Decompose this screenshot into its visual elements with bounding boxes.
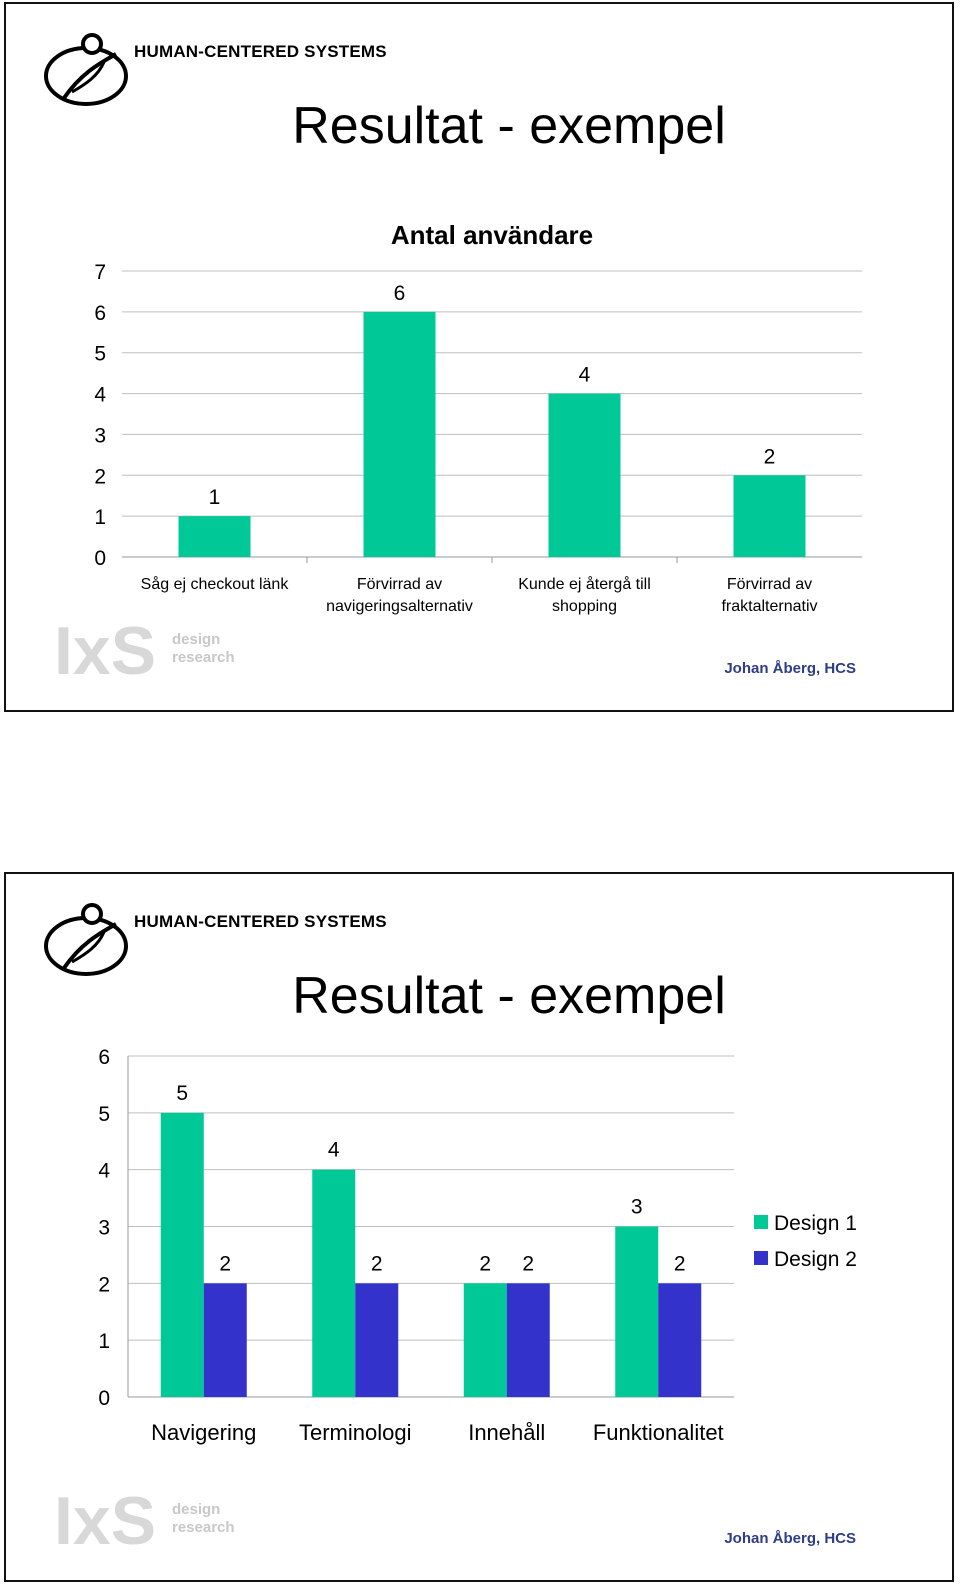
org-name: HUMAN-CENTERED SYSTEMS <box>134 912 387 931</box>
bar <box>161 1113 204 1397</box>
x-tick-label: Navigering <box>151 1420 257 1445</box>
y-tick-label: 0 <box>94 547 106 570</box>
x-tick-label: navigeringsalternativ <box>326 598 473 615</box>
chart-title: Antal användare <box>390 220 594 250</box>
bar <box>364 312 436 557</box>
bar <box>355 1283 398 1397</box>
org-name: HUMAN-CENTERED SYSTEMS <box>134 42 387 61</box>
data-label: 3 <box>630 1195 643 1219</box>
x-tick-label: Terminologi <box>299 1420 412 1445</box>
y-tick-label: 4 <box>94 383 106 407</box>
slide-title: Resultat - exempel <box>292 97 726 155</box>
bar <box>204 1283 247 1397</box>
legend-label: Design 1 <box>774 1212 857 1235</box>
y-tick-label: 3 <box>98 1216 110 1240</box>
ixs-mark: IxS <box>54 1486 157 1550</box>
ixs-logo <box>54 616 244 680</box>
y-tick-label: 7 <box>94 261 106 284</box>
bar <box>734 475 806 557</box>
x-tick-label: Förvirrad av <box>356 576 443 593</box>
y-tick-label: 6 <box>98 1046 110 1069</box>
x-tick-label: Såg ej checkout länk <box>140 576 289 593</box>
ixs-line2: research <box>172 1519 235 1536</box>
y-tick-label: 4 <box>98 1159 110 1183</box>
ixs-line1: design <box>172 631 221 648</box>
y-tick-label: 6 <box>94 301 106 325</box>
bar <box>179 516 251 557</box>
bar <box>507 1283 550 1397</box>
data-label: 2 <box>219 1252 232 1276</box>
data-label: 5 <box>176 1081 189 1105</box>
data-label: 2 <box>370 1252 383 1276</box>
author: Johan Åberg, HCS <box>724 1530 856 1547</box>
x-tick-label: fraktalternativ <box>721 598 818 615</box>
legend-swatch <box>754 1251 768 1265</box>
chart-antal-anvandare <box>6 4 952 624</box>
bar <box>549 394 621 557</box>
x-tick-label: Förvirrad av <box>726 576 813 593</box>
legend-swatch <box>754 1215 768 1229</box>
x-tick-label: Kunde ej återgå till <box>518 576 651 593</box>
slide-1 <box>4 2 954 712</box>
data-label: 1 <box>208 486 221 510</box>
data-label: 4 <box>327 1138 340 1162</box>
y-tick-label: 2 <box>94 465 106 489</box>
y-tick-label: 1 <box>94 506 106 530</box>
bar <box>464 1283 507 1397</box>
y-tick-label: 0 <box>98 1387 110 1410</box>
y-tick-label: 2 <box>98 1273 110 1297</box>
data-label: 2 <box>763 445 776 469</box>
y-tick-label: 3 <box>94 424 106 448</box>
x-tick-label: shopping <box>552 598 617 615</box>
y-tick-label: 1 <box>98 1330 110 1354</box>
data-label: 4 <box>578 363 591 387</box>
slide-2 <box>4 872 954 1582</box>
ixs-line1: design <box>172 1501 221 1518</box>
bar <box>615 1227 658 1398</box>
y-tick-label: 5 <box>94 342 106 366</box>
x-tick-label: Innehåll <box>468 1420 546 1445</box>
data-label: 2 <box>673 1252 686 1276</box>
data-label: 6 <box>393 281 406 305</box>
ixs-mark: IxS <box>54 616 157 680</box>
y-tick-label: 5 <box>98 1102 110 1126</box>
ixs-line2: research <box>172 649 235 666</box>
data-label: 2 <box>479 1252 492 1276</box>
x-tick-label: Funktionalitet <box>592 1420 724 1445</box>
author: Johan Åberg, HCS <box>724 660 856 677</box>
bar <box>658 1283 701 1397</box>
chart-design-comparison <box>6 874 952 1494</box>
data-label: 2 <box>522 1252 535 1276</box>
ixs-logo <box>54 1486 244 1550</box>
legend-label: Design 2 <box>774 1248 857 1271</box>
slide-title: Resultat - exempel <box>292 967 726 1025</box>
bar <box>312 1170 355 1397</box>
